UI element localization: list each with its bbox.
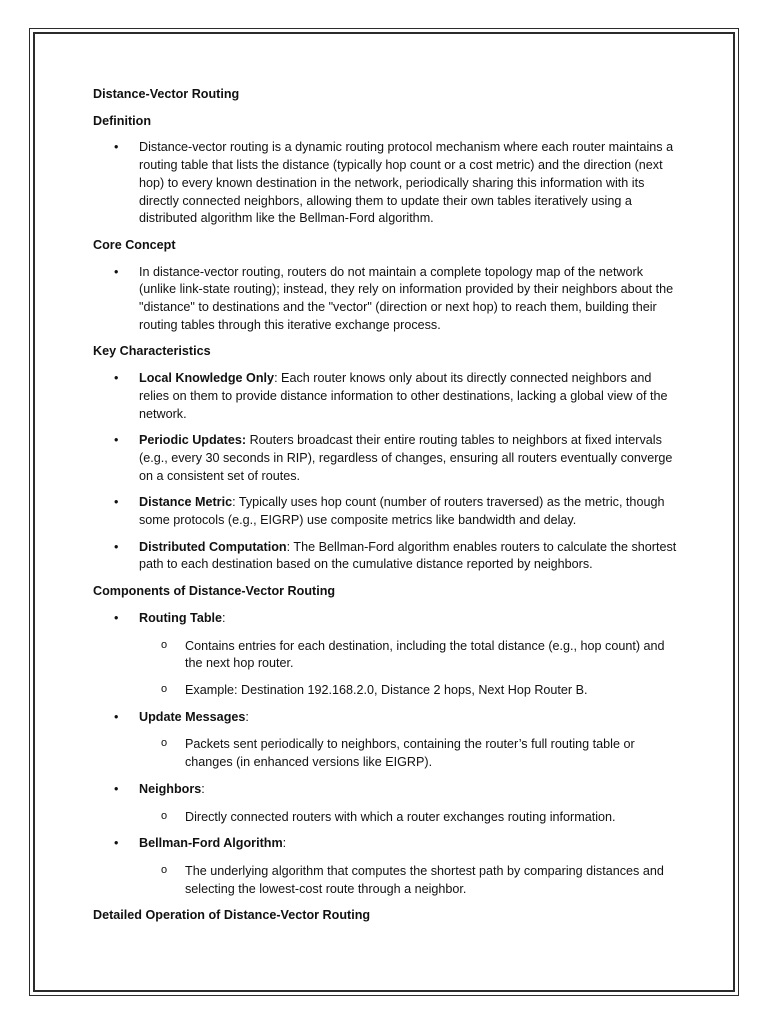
core-concept-item bbox=[93, 264, 683, 335]
definition-item bbox=[93, 139, 683, 228]
characteristic-text: : Typically uses hop count (number of routers traversed) as the metric, though some protocols (e.g., EIGRP) use composite metrics like bandwidth and delay. bbox=[139, 495, 665, 528]
component-item bbox=[93, 781, 683, 826]
definition-heading: Definition bbox=[93, 113, 152, 128]
component-item bbox=[93, 610, 683, 700]
component-term: Routing Table bbox=[139, 610, 223, 625]
component-suffix: : bbox=[245, 709, 249, 724]
component-sublist bbox=[139, 736, 683, 771]
definition-text: Distance-vector routing is a dynamic routing protocol mechanism where each router maintains a routing table that lists the distance (typically hop count or a cost metric) and the direction (next hop) to every known destination in the network, periodically sharing this information with its directly connected neighbors, allowing them to update their own tables iteratively using a distributed algorithm like the Bellman-Ford algorithm. bbox=[139, 140, 674, 226]
component-item bbox=[93, 709, 683, 772]
characteristic-text: Routers broadcast their entire routing tables to neighbors at fixed intervals (e.g., every 30 seconds in RIP), regardless of changes, ensuring all routers eventually converge on a consistent set of routes. bbox=[139, 433, 673, 483]
document-body bbox=[93, 86, 683, 934]
document-title: Distance-Vector Routing bbox=[93, 87, 240, 101]
definition-list bbox=[93, 139, 683, 228]
component-subitem: o Example: Destination 192.168.2.0, Distance 2 hops, Next Hop Router B. bbox=[139, 682, 683, 700]
component-subitem: o Packets sent periodically to neighbors, containing the router’s full routing table or changes (in enhanced versions like EIGRP). bbox=[139, 736, 683, 771]
detailed-operation-heading: Detailed Operation of Distance-Vector Routing bbox=[93, 908, 371, 923]
core-concept-heading: Core Concept bbox=[93, 237, 176, 252]
characteristic-term: Local Knowledge Only bbox=[139, 371, 275, 386]
core-concept-text: In distance-vector routing, routers do not maintain a complete topology map of the network (unlike link-state routing); instead, they rely on information provided by their neighbors about the "distance" to destinations and the "vector" (direction or next hop) to reach them, building their routing tables through this iterative exchange process. bbox=[139, 264, 674, 332]
components-list bbox=[93, 610, 683, 898]
component-sublist bbox=[139, 863, 683, 898]
characteristic-item bbox=[93, 494, 683, 529]
component-subitem: o Directly connected routers with which a router exchanges routing information. bbox=[139, 809, 683, 827]
component-term: Neighbors bbox=[139, 781, 202, 796]
characteristic-term: Distance Metric bbox=[139, 495, 233, 510]
component-subitem: o The underlying algorithm that computes the shortest path by comparing distances and selecting the lowest-cost route through a neighbor. bbox=[139, 863, 683, 898]
component-sublist bbox=[139, 809, 683, 827]
component-suffix: : bbox=[201, 781, 205, 796]
core-concept-list bbox=[93, 264, 683, 335]
characteristic-term: Distributed Computation bbox=[139, 539, 287, 554]
characteristic-item bbox=[93, 432, 683, 485]
component-term: Bellman-Ford Algorithm bbox=[139, 836, 283, 851]
component-subitem: o Contains entries for each destination, including the total distance (e.g., hop count) and the next hop router. bbox=[139, 638, 683, 673]
component-term: Update Messages bbox=[139, 709, 246, 724]
characteristic-text: : Each router knows only about its directly connected neighbors and relies on them to provide distance information to other destinations, lacking a global view of the network. bbox=[139, 371, 668, 421]
characteristic-term: Periodic Updates: bbox=[139, 433, 247, 448]
key-characteristics-heading: Key Characteristics bbox=[93, 344, 211, 359]
characteristic-item bbox=[93, 539, 683, 574]
component-sublist bbox=[139, 638, 683, 700]
characteristic-text: : The Bellman-Ford algorithm enables routers to calculate the shortest path to each destination based on the cumulative distance reported by neighbors. bbox=[139, 539, 677, 572]
component-suffix: : bbox=[222, 610, 226, 625]
characteristic-item bbox=[93, 370, 683, 423]
key-characteristics-list bbox=[93, 370, 683, 574]
component-suffix: : bbox=[282, 836, 287, 851]
components-heading: Components of Distance-Vector Routing bbox=[93, 584, 336, 599]
component-item bbox=[93, 835, 683, 898]
